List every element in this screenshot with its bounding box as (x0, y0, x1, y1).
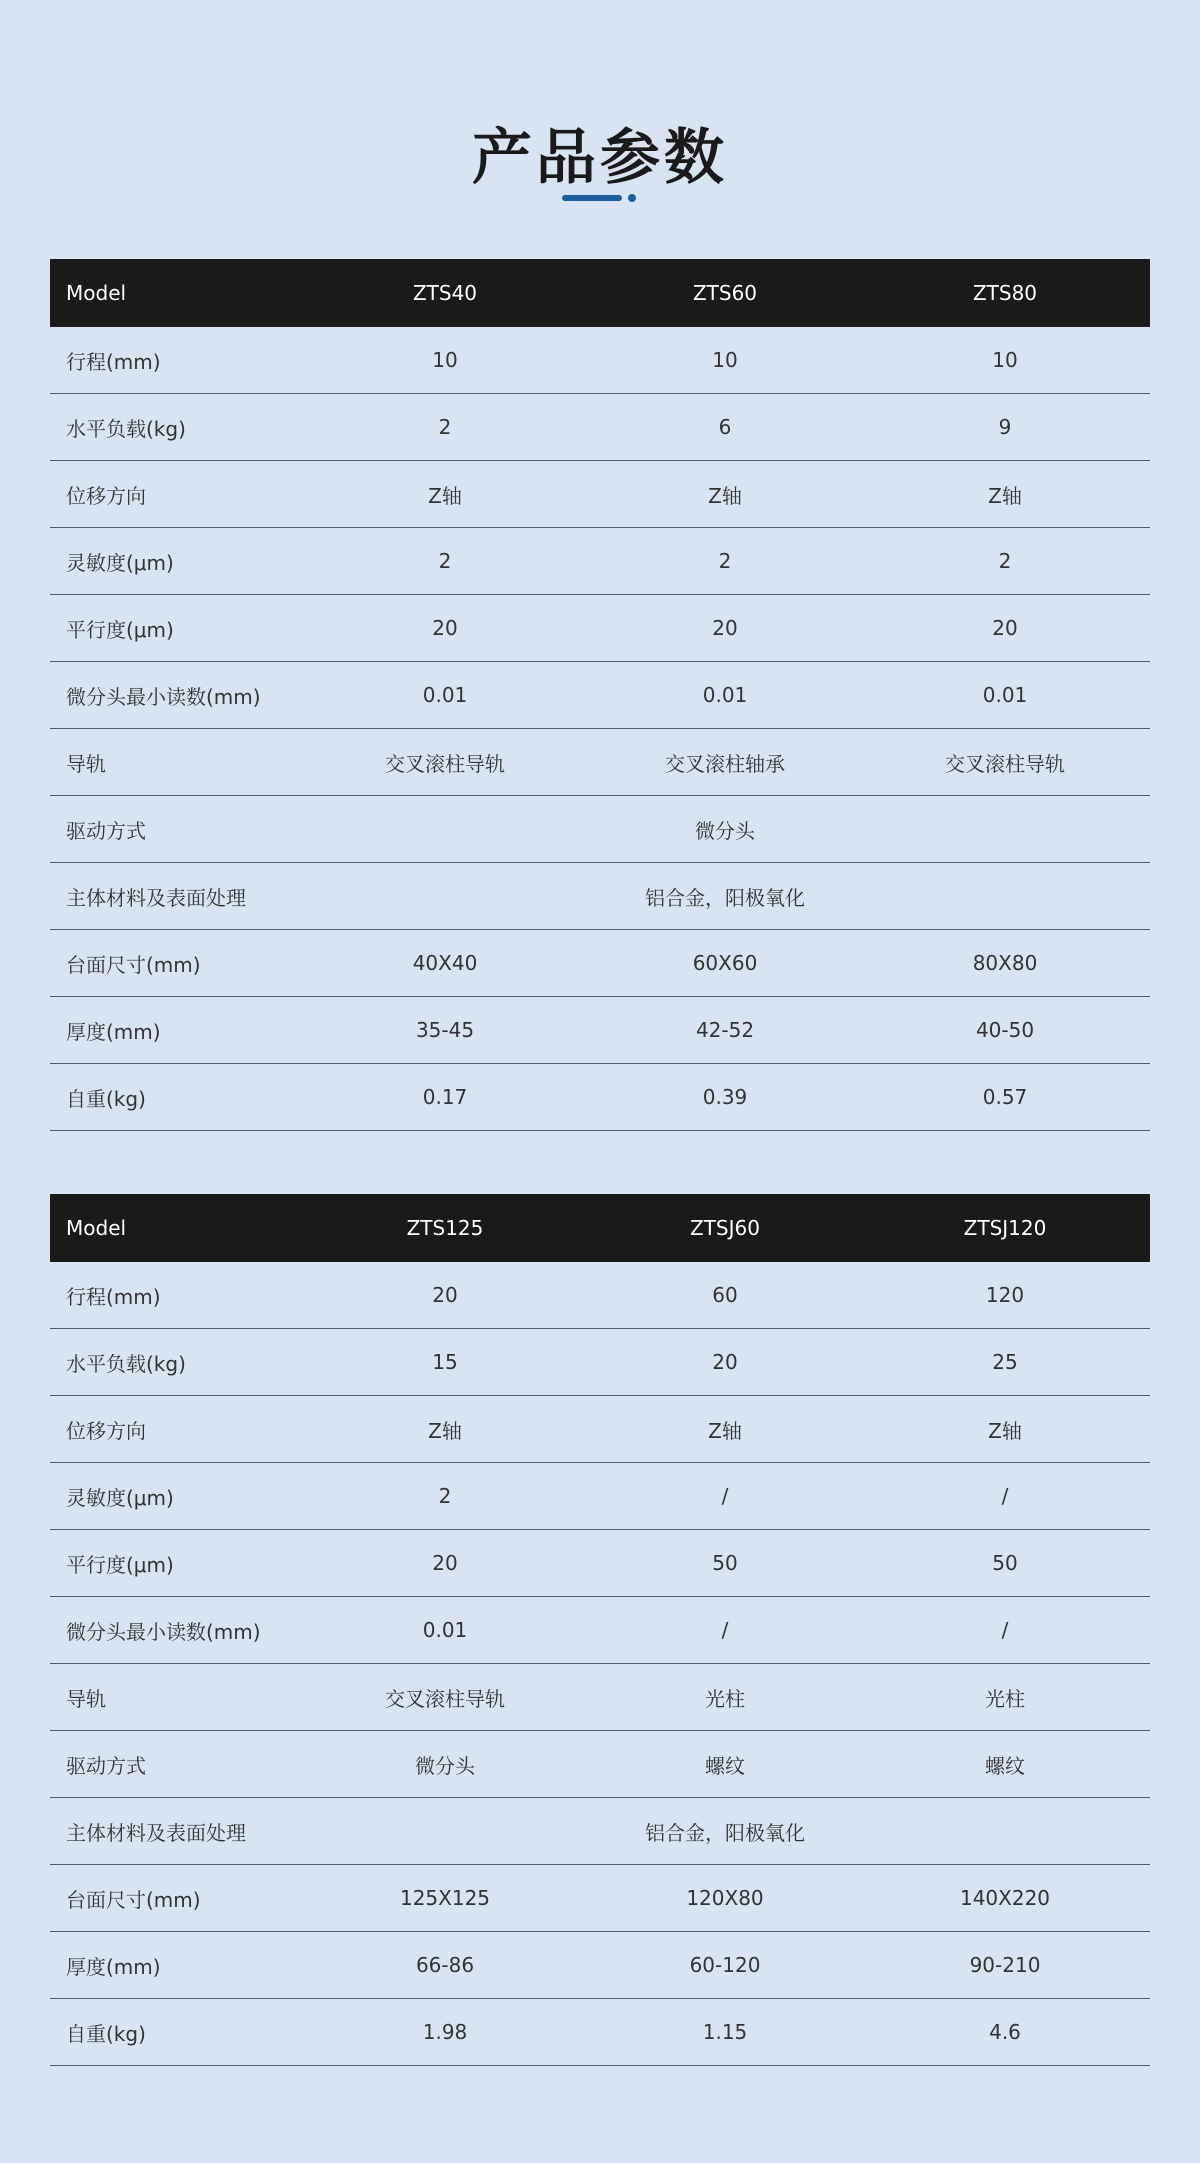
table-cell: 20 (300, 595, 590, 662)
table-cell: Z轴 (860, 1396, 1150, 1463)
table-cell: 20 (590, 1329, 860, 1396)
table-cell: 90-210 (860, 1932, 1150, 1999)
table-cell: 140X220 (860, 1865, 1150, 1932)
header-cell-ztsj60: ZTSJ60 (590, 1194, 860, 1262)
table-cell: Z轴 (300, 1396, 590, 1463)
table-cell: 2 (300, 528, 590, 595)
table-cell: 35-45 (300, 997, 590, 1064)
row-label: 平行度(μm) (50, 595, 300, 662)
table-row (50, 1262, 1150, 1329)
table-cell: 0.01 (860, 662, 1150, 729)
table-cell: Z轴 (860, 461, 1150, 528)
table-cell: 120 (860, 1262, 1150, 1329)
page-title: 产品参数 (472, 123, 728, 194)
row-label: 灵敏度(μm) (50, 1463, 300, 1530)
row-label: 厚度(mm) (50, 997, 300, 1064)
row-label: 驱动方式 (50, 1731, 300, 1798)
row-label: 驱动方式 (50, 796, 300, 863)
table-cell-merged: 铝合金，阳极氧化 (300, 863, 1150, 930)
table-cell: 2 (860, 528, 1150, 595)
table-cell: 0.17 (300, 1064, 590, 1131)
table-cell: 25 (860, 1329, 1150, 1396)
table-cell: / (860, 1597, 1150, 1664)
divider-dot (628, 194, 636, 202)
table-cell: / (590, 1597, 860, 1664)
table-row (50, 1463, 1150, 1530)
table-cell: 交叉滚柱导轨 (300, 1664, 590, 1731)
table-cell: 20 (590, 595, 860, 662)
table-row (50, 461, 1150, 528)
row-label: 行程(mm) (50, 327, 300, 394)
table-cell: 125X125 (300, 1865, 590, 1932)
table-cell: 40-50 (860, 997, 1150, 1064)
table-cell: 60 (590, 1262, 860, 1329)
table-cell: 交叉滚柱导轨 (860, 729, 1150, 796)
spec-table-2 (50, 1194, 1150, 2066)
table-row (50, 1396, 1150, 1463)
table-row (50, 1664, 1150, 1731)
table-cell: 螺纹 (860, 1731, 1150, 1798)
table-row (50, 394, 1150, 461)
table-row (50, 327, 1150, 394)
row-label: 位移方向 (50, 461, 300, 528)
row-label: 导轨 (50, 1664, 300, 1731)
table-cell: 交叉滚柱轴承 (590, 729, 860, 796)
table-cell: 66-86 (300, 1932, 590, 1999)
table-cell: 4.6 (860, 1999, 1150, 2066)
table-cell: 0.01 (300, 1597, 590, 1664)
table-cell: 1.15 (590, 1999, 860, 2066)
table-row (50, 1597, 1150, 1664)
table-cell: 1.98 (300, 1999, 590, 2066)
table-cell: 0.01 (590, 662, 860, 729)
header-cell-zts40: ZTS40 (300, 259, 590, 327)
table-cell: 6 (590, 394, 860, 461)
table-cell: 螺纹 (590, 1731, 860, 1798)
header-cell-zts125: ZTS125 (300, 1194, 590, 1262)
row-label: 厚度(mm) (50, 1932, 300, 1999)
table-cell: 20 (860, 595, 1150, 662)
table-header-row (50, 1194, 1150, 1262)
table-cell: 15 (300, 1329, 590, 1396)
header-cell-zts60: ZTS60 (590, 259, 860, 327)
header-cell-zts80: ZTS80 (860, 259, 1150, 327)
row-label: 微分头最小读数(mm) (50, 662, 300, 729)
table-cell: 20 (300, 1530, 590, 1597)
table-cell: 光柱 (590, 1664, 860, 1731)
row-label: 台面尺寸(mm) (50, 930, 300, 997)
table-cell: 9 (860, 394, 1150, 461)
table-cell: 50 (860, 1530, 1150, 1597)
table-row (50, 1999, 1150, 2066)
row-label: 平行度(μm) (50, 1530, 300, 1597)
row-label: 微分头最小读数(mm) (50, 1597, 300, 1664)
row-label: 灵敏度(μm) (50, 528, 300, 595)
row-label: 主体材料及表面处理 (50, 863, 300, 930)
table-cell: 微分头 (300, 1731, 590, 1798)
table-cell: 10 (860, 327, 1150, 394)
table-cell: Z轴 (300, 461, 590, 528)
table-row (50, 1530, 1150, 1597)
row-label: 行程(mm) (50, 1262, 300, 1329)
table-cell: 0.01 (300, 662, 590, 729)
table-cell: 42-52 (590, 997, 860, 1064)
table-row (50, 729, 1150, 796)
table-cell: 2 (590, 528, 860, 595)
table-cell-merged: 微分头 (300, 796, 1150, 863)
row-label: 导轨 (50, 729, 300, 796)
table-row (50, 1329, 1150, 1396)
table-cell: / (860, 1463, 1150, 1530)
table-cell: 80X80 (860, 930, 1150, 997)
table-cell: 10 (590, 327, 860, 394)
table-cell: 2 (300, 394, 590, 461)
row-label: 主体材料及表面处理 (50, 1798, 300, 1865)
table-cell: 40X40 (300, 930, 590, 997)
table-cell: 光柱 (860, 1664, 1150, 1731)
table-row (50, 1731, 1150, 1798)
row-label: 水平负载(kg) (50, 394, 300, 461)
table-row (50, 662, 1150, 729)
table-cell: 0.39 (590, 1064, 860, 1131)
header-cell-model: Model (50, 1194, 300, 1262)
row-label: 位移方向 (50, 1396, 300, 1463)
table-cell: 交叉滚柱导轨 (300, 729, 590, 796)
table-row (50, 863, 1150, 930)
row-label: 自重(kg) (50, 1999, 300, 2066)
title-divider (562, 194, 638, 202)
table-row (50, 1064, 1150, 1131)
row-label: 水平负载(kg) (50, 1329, 300, 1396)
row-label: 台面尺寸(mm) (50, 1865, 300, 1932)
table-header-row (50, 259, 1150, 327)
row-label: 自重(kg) (50, 1064, 300, 1131)
table-row (50, 997, 1150, 1064)
table-cell-merged: 铝合金，阳极氧化 (300, 1798, 1150, 1865)
header-cell-ztsj120: ZTSJ120 (860, 1194, 1150, 1262)
table-cell: 10 (300, 327, 590, 394)
table-row (50, 1932, 1150, 1999)
header-cell-model: Model (50, 259, 300, 327)
table-row (50, 930, 1150, 997)
table-cell: 50 (590, 1530, 860, 1597)
table-cell: 2 (300, 1463, 590, 1530)
table-cell: 60-120 (590, 1932, 860, 1999)
table-row (50, 1798, 1150, 1865)
table-cell: 120X80 (590, 1865, 860, 1932)
divider-bar (562, 195, 622, 201)
table-row (50, 595, 1150, 662)
table-cell: 60X60 (590, 930, 860, 997)
table-row (50, 796, 1150, 863)
table-cell: / (590, 1463, 860, 1530)
table-row (50, 528, 1150, 595)
table-cell: Z轴 (590, 1396, 860, 1463)
spec-table-1 (50, 259, 1150, 1131)
table-cell: 20 (300, 1262, 590, 1329)
table-cell: Z轴 (590, 461, 860, 528)
table-cell: 0.57 (860, 1064, 1150, 1131)
table-row (50, 1865, 1150, 1932)
